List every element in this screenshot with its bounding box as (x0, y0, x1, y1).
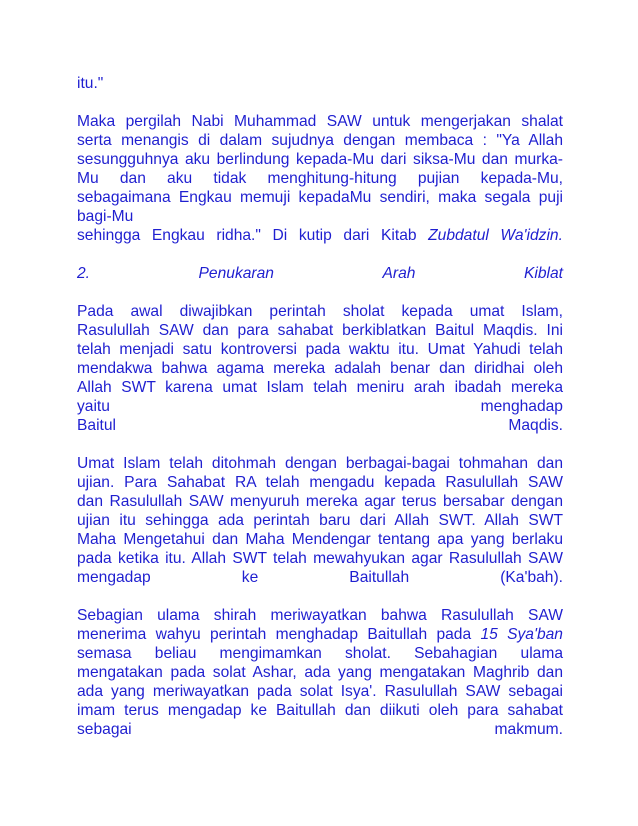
text-line: Rasulullah SAW dan para sahabat berkiblatkan Baitul Maqdis. Ini (77, 322, 563, 339)
text-segment: perintah (210, 626, 267, 643)
text-line: Maka pergilah Nabi Muhammad SAW untuk mengerjakan shalat (77, 113, 563, 130)
text-line: yaitu menghadap (77, 398, 563, 415)
text-line: ujian. Para Sahabat RA telah mengadu kepada Rasulullah SAW (77, 474, 563, 491)
text-line: semasa beliau mengimamkan sholat. Sebahagian ulama (77, 645, 563, 662)
text-line: Umat Islam telah ditohmah dengan berbagai-bagai tohmahan dan (77, 455, 563, 472)
text-segment: ridha." (216, 227, 261, 244)
paragraph-gap (77, 587, 563, 606)
heading-word: Penukaran (198, 265, 274, 282)
text-line: itu." (77, 75, 104, 92)
text-line: telah menjadi satu kontroversi pada waktu itu. Umat Yahudi telah (77, 341, 563, 358)
text-line: dan Rasulullah SAW menyuruh mereka agar terus bersabar dengan (77, 493, 563, 510)
text-segment: pada (436, 626, 472, 643)
paragraph-gap (77, 435, 563, 454)
heading-word: Arah (382, 265, 416, 282)
text-line: pada ketika itu. Allah SWT telah mewahyukan agar Rasulullah SAW (77, 550, 563, 567)
date-text: Sya'ban (507, 626, 563, 643)
paragraph-2 (77, 302, 563, 435)
paragraph-gap (77, 283, 563, 302)
paragraph-3 (77, 454, 563, 587)
paragraph-1 (77, 112, 563, 245)
text-line: mengatakan pada solat Ashar, ada yang mengatakan Maghrib dan (77, 664, 563, 681)
text-line: Allah SWT karena umat Islam telah meniru arah ibadah mereka (77, 379, 563, 396)
text-line: Mu dan aku tidak menghitung-hitung pujian kepada-Mu, (77, 170, 563, 187)
text-segment: menghadap (275, 626, 359, 643)
text-segment: menerima (77, 626, 147, 643)
text-segment: dari (343, 227, 370, 244)
date-text: 15 (480, 626, 498, 643)
paragraph-gap (77, 245, 563, 264)
paragraph-gap (77, 93, 563, 112)
text-segment: Di (272, 227, 288, 244)
paragraph-4 (77, 606, 563, 739)
text-line: Sebagian ulama shirah meriwayatkan bahwa Rasulullah SAW (77, 607, 563, 624)
text-segment: Engkau (151, 227, 205, 244)
text-segment: sehingga (77, 227, 141, 244)
text-line: ujian itu sehingga ada perintah baru dari Allah SWT. Allah SWT (77, 512, 563, 529)
text-line: ada yang meriwayatkan pada solat Isya'. Rasulullah SAW sebagai (77, 683, 563, 700)
text-line: sebagaimana Engkau memuji kepadaMu sendiri, maka segala puji (77, 189, 563, 206)
text-line: mengadap ke Baitullah (Ka'bah). (77, 569, 563, 586)
text-segment: Baitullah (367, 626, 428, 643)
heading-word: Kiblat (523, 265, 563, 282)
text-line: bagi-Mu (77, 208, 134, 225)
document-page (77, 74, 563, 739)
text-line: Baitul Maqdis. (77, 417, 563, 434)
book-title: Zubdatul (428, 227, 489, 244)
book-title: Wa'idzin. (500, 227, 563, 244)
text-line-with-date (77, 625, 563, 644)
text-segment: kutip (298, 227, 332, 244)
text-line: imam terus mengadap ke Baitullah dan diikuti oleh para sahabat (77, 702, 563, 719)
text-segment: wahyu (155, 626, 201, 643)
heading-number: 2. (77, 265, 91, 282)
text-line: Maha Mengetahui dan Maha Mendengar tentang apa yang berlaku (77, 531, 563, 548)
section-heading (77, 264, 563, 283)
text-line: sebagai makmum. (77, 721, 563, 738)
text-line-with-title (77, 226, 563, 245)
text-line: sesungguhnya aku berlindung kepada-Mu dari siksa-Mu dan murka- (77, 151, 563, 168)
text-line: serta menangis di dalam sujudnya dengan membaca : "Ya Allah (77, 132, 563, 149)
text-line: mendakwa bahwa agama mereka adalah benar dan diridhai oleh (77, 360, 563, 377)
text-line: Pada awal diwajibkan perintah sholat kepada umat Islam, (77, 303, 563, 320)
text-segment: Kitab (381, 227, 417, 244)
